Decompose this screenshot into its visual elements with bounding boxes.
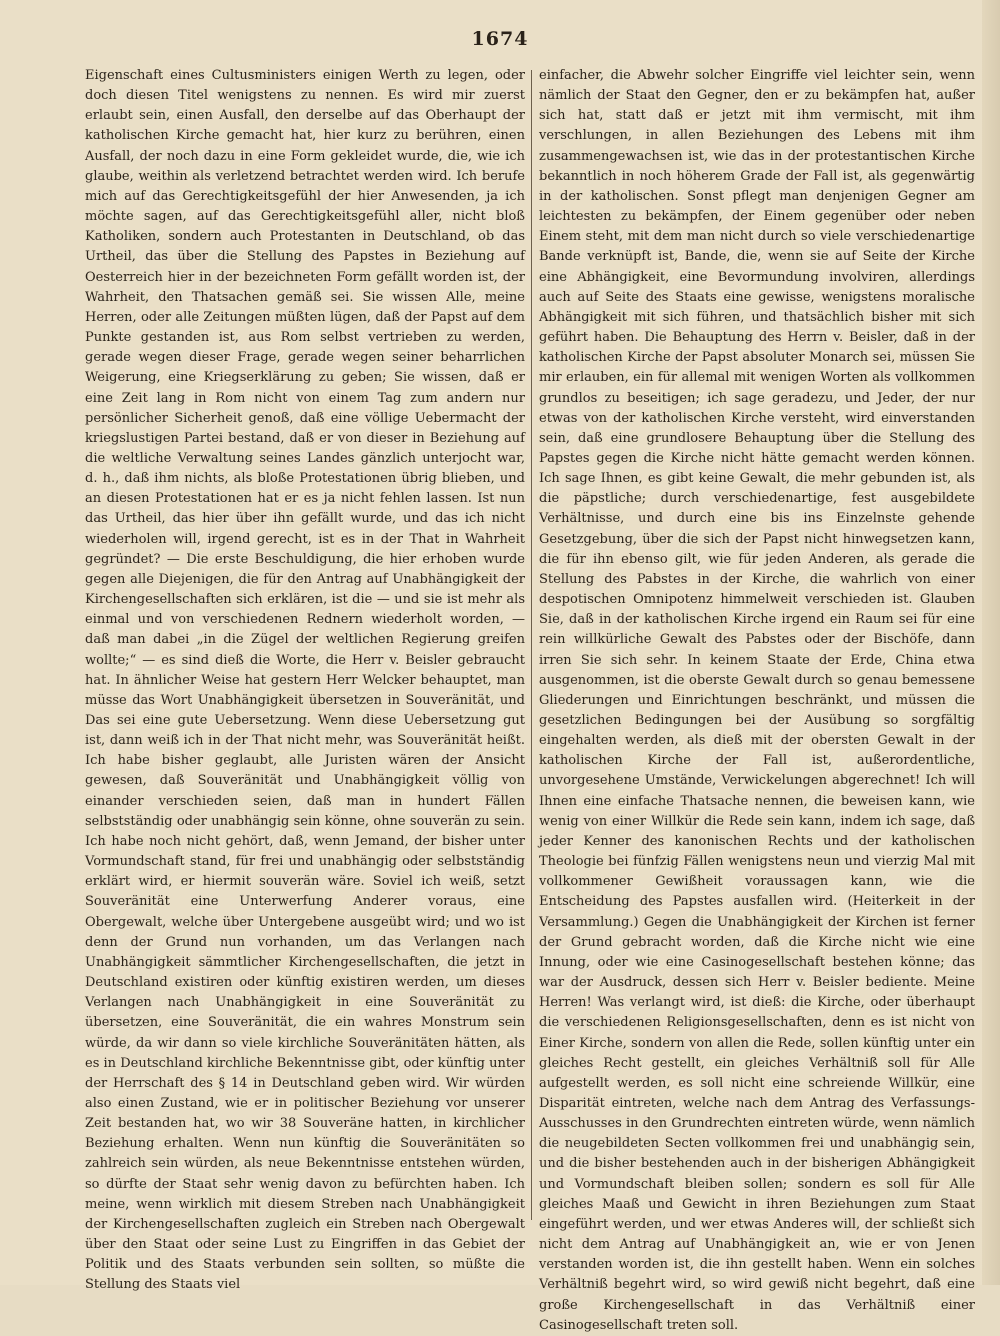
column-right-text: einfacher, die Abwehr solcher Eingriffe viel leichter sein, wenn nämlich der Staat den Gegner, den er zu bekämpfen hat, außer sich hat, statt daß er jetzt mit ihm vermischt, mit ihm verschlungen, in allen Beziehungen des Lebens mit ihm zusammengewachsen ist, wie das in der protestantischen Kirche bekanntlich in noch höherem Grade der Fall ist, als gegenwärtig in der katholischen. Sonst pflegt man denjenigen Gegner am leichtesten zu bekämpfen, der Einem gegenüber oder neben Einem steht, mit dem man nicht durch so viele verschiedenartige Bande verknüpft ist, Bande, die, wenn sie auf Seite der Kirche eine Abhängigkeit, eine Bevormundung involviren, allerdings auch auf Seite des Staats eine gewisse, wenigstens moralische Abhängigkeit mit sich führen, und thatsächlich bisher mit sich geführt haben. Die Behauptung des Herrn v. Beisler, daß in der katholischen Kirche der Papst absoluter Monarch sei, müssen Sie mir erlauben, ein für allemal mit wenigen Worten als vollkommen grundlos zu beseitigen; ich sage geradezu, und Jeder, der nur etwas von der katholischen Kirche versteht, wird einverstanden sein, daß eine grundlosere Behauptung über die Stellung des Papstes gegen die Kirche nicht hätte gemacht werden können. Ich sage Ihnen, es gibt keine Gewalt, die mehr gebunden ist, als die päpstliche; durch verschiedenartige, fest ausgebildete Verhältnisse, und durch eine bis ins Einzelnste gehende Gesetzgebung, über die sich der Papst nicht hinwegsetzen kann, die für ihn ebenso gilt, wie für jeden Anderen, als gerade die Stellung des Pabstes in der Kirche, die wahrlich von einer despotischen Omnipotenz himmelweit verschieden ist. Glauben Sie, daß in der katholischen Kirche irgend ein Raum sei für eine rein willkürliche Gewalt des Pabstes oder der Bischöfe, dann irren Sie sich sehr. In keinem Staate der Erde, China etwa ausgenommen, ist die oberste Gewalt durch so genau bemessene Gliederungen und Einrichtungen beschränkt, und müssen die gesetzlichen Bedingungen bei der Ausübung so sorgfältig eingehalten werden, als dieß mit der obersten Gewalt in der katholischen Kirche der Fall ist, außerordentliche, unvorgesehene Umstände, Verwickelungen abgerechnet! Ich will Ihnen eine einfache Thatsache nennen, die beweisen kann, wie wenig von einer Willkür die Rede sein kann, indem ich sage, daß jeder Kenner des kanonischen Rechts und der katholischen Theologie bei fünfzig Fällen wenigstens neun und vierzig Mal mit vollkommener Gewißheit voraussagen kann, wie die Entscheidung des Papstes ausfallen wird. (Heiterkeit in der Versammlung.) Gegen die Unabhängigkeit der Kirchen ist ferner der Grund gebracht worden, daß die Kirche nicht wie eine Innung, oder wie eine Casinogesellschaft bestehen könne; das war der Ausdruck, dessen sich Herr v. Beisler bediente. Meine Herren! Was verlangt wird, ist dieß: die Kirche, oder überhaupt die verschiedenen Religionsgesellschaften, denn es ist nicht von Einer Kirche, sondern von allen die Rede, sollen künftig unter ein gleiches Recht gestellt, ein gleiches Verhältniß soll für Alle aufgestellt werden, es soll nicht eine schreiende Willkür, eine Disparität eintreten, welche nach dem Antrag des Verfassungs-Ausschusses in den Grundrechten eintreten würde, wenn nämlich die neugebildeten Secten vollkommen frei und unabhängig sein, und die bisher bestehenden auch in der bisherigen Abhängigkeit und Vormundschaft bleiben sollen; sondern es soll für Alle gleiches Maaß und Gewicht in ihren Beziehungen zum Staat eingeführt werden, und wer etwas Anderes will, der schließt sich nicht dem Antrag auf Unabhängigkeit an, wie er von Jenen verstanden worden ist, die ihn gestellt haben. Wenn ein solches Verhältniß begehrt wird, so wird gewiß nicht begehrt, daß eine große Kirchengesellschaft in das Verhältniß einer Casinogesellschaft treten soll. (539, 68, 975, 1333)
text-column-left (85, 66, 525, 1293)
page-edge (982, 0, 1000, 1285)
column-divider (531, 70, 532, 1220)
page-number: 1674 (471, 28, 529, 50)
column-left-text: Eigenschaft eines Cultusministers einigen Werth zu legen, oder doch diesen Titel wenigstens zu nennen. Es wird mir zuerst erlaubt sein, einen Ausfall, den derselbe auf das Oberhaupt der katholischen Kirche gemacht hat, hier kurz zu berühren, einen Ausfall, der noch dazu in eine Form gekleidet wurde, die, wie ich glaube, weithin als verletzend betrachtet werden wird. Ich berufe mich auf das Gerechtigkeitsgefühl der hier Anwesenden, ja ich möchte sagen, auf das Gerechtigkeitsgefühl aller, nicht bloß Katholiken, sondern auch Protestanten in Deutschland, ob das Urtheil, das über die Stellung des Papstes in Beziehung auf Oesterreich hier in der bezeichneten Form gefällt worden ist, der Wahrheit, den Thatsachen gemäß sei. Sie wissen Alle, meine Herren, oder alle Zeitungen müßten lügen, daß der Papst auf dem Punkte gestanden ist, aus Rom selbst vertrieben zu werden, gerade wegen dieser Frage, gerade wegen seiner beharrlichen Weigerung, eine Kriegserklärung zu geben; Sie wissen, daß er eine Zeit lang in Rom nicht von einem Tag zum andern nur persönlicher Sicherheit genoß, daß eine völlige Uebermacht der kriegslustigen Partei bestand, daß er von dieser in Beziehung auf die weltliche Verwaltung seines Landes gänzlich unterjocht war, d. h., daß ihm nichts, als bloße Protestationen übrig blieben, und an diesen Protestationen hat er es ja nicht fehlen lassen. Ist nun das Urtheil, das hier über ihn gefällt wurde, und das ich nicht wiederholen will, irgend gerecht, ist es in der That in Wahrheit gegründet? — Die erste Beschuldigung, die hier erhoben wurde gegen alle Diejenigen, die für den Antrag auf Unabhängigkeit der Kirchengesellschaften sich erklären, ist die — und sie ist mehr als einmal und von verschiedenen Rednern wiederholt worden, — daß man dabei „in die Zügel der weltlichen Regierung greifen wollte;“ — es sind dieß die Worte, die Herr v. Beisler gebraucht hat. In ähnlicher Weise hat gestern Herr Welcker behauptet, man müsse das Wort Unabhängigkeit übersetzen in Souveränität, und Das sei eine gute Uebersetzung. Wenn diese Uebersetzung gut ist, dann weiß ich in der That nicht mehr, was Souveränität heißt. Ich habe bisher geglaubt, alle Juristen wären der Ansicht gewesen, daß Souveränität und Unabhängigkeit völlig von einander verschieden seien, daß man in hundert Fällen selbstständig oder unabhängig sein könne, ohne souverän zu sein. Ich habe noch nicht gehört, daß, wenn Jemand, der bisher unter Vormundschaft stand, für frei und unabhängig oder selbstständig erklärt wird, er hiermit souverän wäre. Soviel ich weiß, setzt Souveränität eine Unterwerfung Anderer voraus, eine Obergewalt, welche über Untergebene ausgeübt wird; und wo ist denn der Grund nun vorhanden, um das Verlangen nach Unabhängigkeit sämmtlicher Kirchengesellschaften, die jetzt in Deutschland existiren oder künftig existiren werden, um dieses Verlangen nach Unabhängigkeit in eine Souveränität zu übersetzen, eine Souveränität, die ein wahres Monstrum sein würde, da wir dann so viele kirchliche Souveränitäten hätten, als es in Deutschland kirchliche Bekenntnisse gibt, oder künftig unter der Herrschaft des § 14 in Deutschland geben wird. Wir würden also einen Zustand, wie er in politischer Beziehung vor unserer Zeit bestanden hat, wo wir 38 Souveräne hatten, in kirchlicher Beziehung erhalten. Wenn nun künftig die Souveränitäten so zahlreich sein würden, als neue Bekenntnisse entstehen würden, so dürfte der Staat sehr wenig davon zu befürchten haben. Ich meine, wenn wirklich mit diesem Streben nach Unabhängigkeit der Kirchengesellschaften zugleich ein Streben nach Obergewalt über den Staat oder seine Lust zu Eingriffen in das Gebiet der Politik und des Staats verbunden sein sollten, so müßte die Stellung des Staats viel (85, 68, 525, 1293)
text-column-right (539, 66, 975, 1333)
